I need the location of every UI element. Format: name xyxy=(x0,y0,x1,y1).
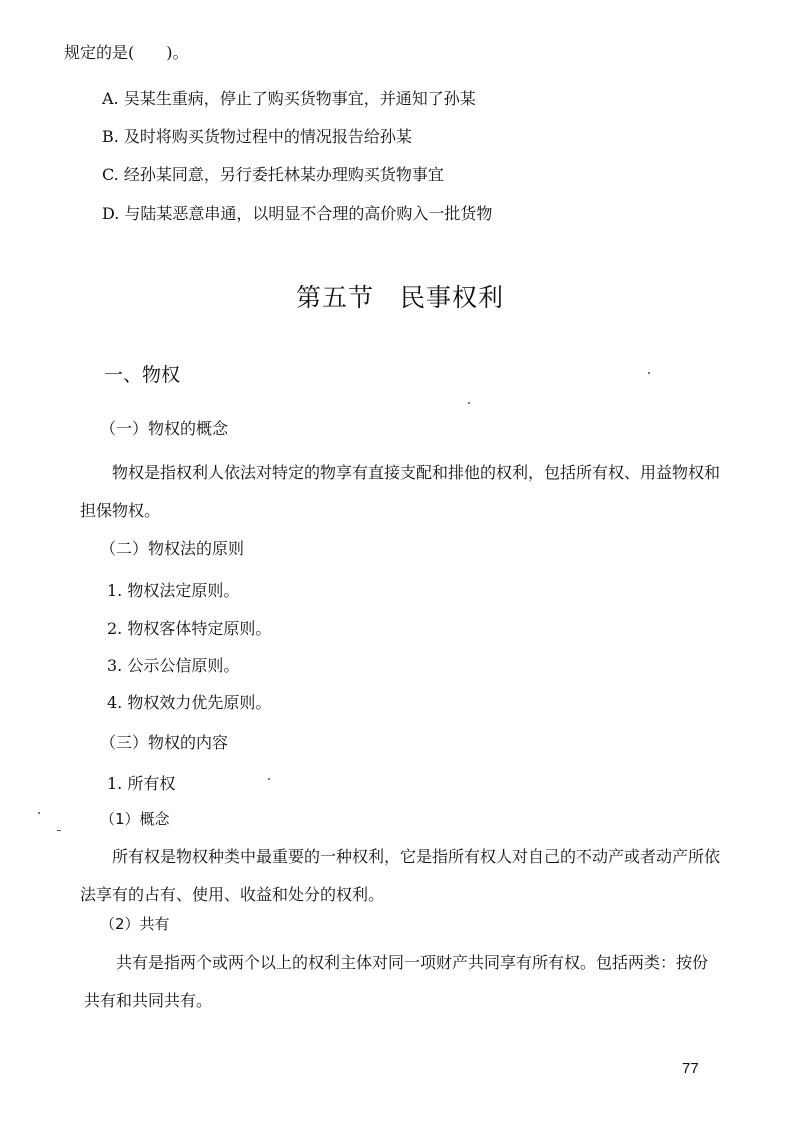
subheading-principles: （二）物权法的原则 xyxy=(100,539,245,558)
heading-property-rights: 一、物权 xyxy=(104,364,181,386)
scan-speck xyxy=(57,830,61,831)
page-number: 77 xyxy=(682,1060,699,1077)
scan-speck xyxy=(648,372,650,374)
item-ownership-concept: （1）概念 xyxy=(100,810,170,828)
scan-speck xyxy=(268,778,270,780)
paragraph-concept: 物权是指权利人依法对特定的物享有直接支配和排他的权利，包括所有权、用益物权和担保物权。 xyxy=(80,463,721,520)
item-ownership: 1. 所有权 xyxy=(107,774,176,793)
scan-speck xyxy=(38,812,40,814)
question-stem-tail: 规定的是( )。 xyxy=(64,43,189,62)
subheading-concept: （一）物权的概念 xyxy=(100,419,229,438)
principle-3: 3. 公示公信原则。 xyxy=(107,656,240,675)
subheading-content: （三）物权的内容 xyxy=(100,733,229,752)
paragraph-ownership: 所有权是物权种类中最重要的一种权利，它是指所有权人对自己的不动产或者动产所依法享有的占有、使用、收益和处分的权利。 xyxy=(80,847,721,904)
paragraph-co-ownership: 共有是指两个或两个以上的权利主体对同一项财产共同享有所有权。包括两类：按份共有和共同共有。 xyxy=(84,953,709,1010)
section-title: 第五节 民事权利 xyxy=(295,283,504,312)
option-b: B. 及时将购买货物过程中的情况报告给孙某 xyxy=(102,127,412,146)
principle-4: 4. 物权效力优先原则。 xyxy=(107,693,272,712)
principle-2: 2. 物权客体特定原则。 xyxy=(107,619,272,638)
option-a: A. 吴某生重病，停止了购买货物事宜，并通知了孙某 xyxy=(102,89,476,108)
principle-1: 1. 物权法定原则。 xyxy=(107,581,240,600)
item-co-ownership: （2）共有 xyxy=(100,915,170,933)
option-d: D. 与陆某恶意串通，以明显不合理的高价购入一批货物 xyxy=(102,204,493,223)
scan-speck xyxy=(468,402,470,404)
option-c: C. 经孙某同意，另行委托林某办理购买货物事宜 xyxy=(102,165,444,184)
